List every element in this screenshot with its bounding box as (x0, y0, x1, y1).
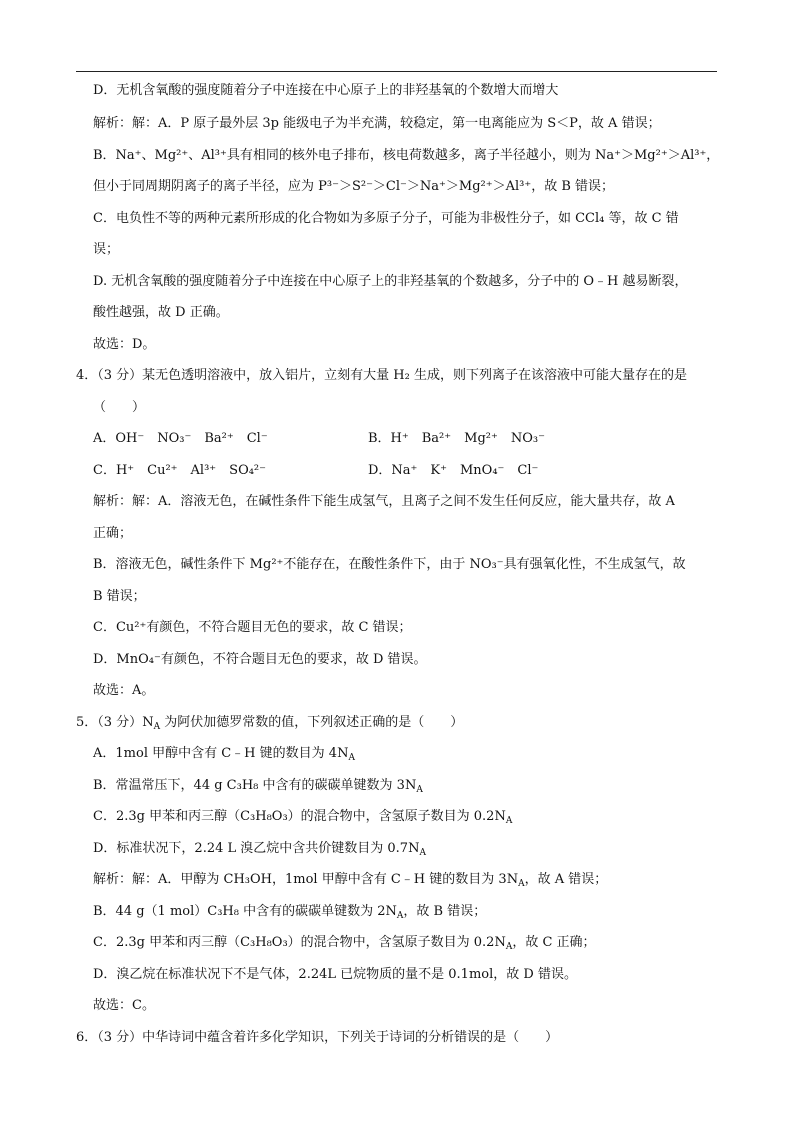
q4-option-c: C．H⁺ Cu²⁺ Al³⁺ SO₄²⁻ (93, 463, 267, 478)
analysis-line: D．MnO₄⁻有颜色，不符合题目无色的要求，故 D 错误。 (93, 652, 427, 667)
analysis-line: 解析：解：A．溶液无色，在碱性条件下能生成氢气，且离子之间不发生任何反应，能大量共存，故 A (93, 494, 675, 509)
analysis-line: 解析：解：A．P 原子最外层 3p 能级电子为半充满，较稳定，第一电离能应为 S＜P，故 A 错误； (93, 116, 661, 131)
question-5: 5．（3 分）$N_A$ 为阿伏加德罗常数的值，下列叙述正确的是（ ） (76, 715, 464, 732)
option-d-q3: D．无机含氧酸的强度随着分子中连接在中心原子上的非羟基氧的个数增大而增大 (93, 83, 559, 98)
question-6: 6．（3 分）中华诗词中蕴含着许多化学知识，下列关于诗词的分析错误的是（ ） (76, 1030, 559, 1045)
analysis-line: 误； (93, 242, 120, 257)
answer-line: 故选：D。 (93, 337, 156, 352)
analysis-line: 正确； (93, 526, 133, 541)
analysis-line: B 错误； (93, 589, 146, 604)
analysis-line: C．Cu²⁺有颜色，不符合题目无色的要求，故 C 错误； (93, 620, 412, 635)
analysis-line: 但小于同周期阴离子的离子半径，应为 P³⁻＞S²⁻＞Cl⁻＞Na⁺＞Mg²⁺＞Al³⁺，故 B 错误； (93, 179, 615, 194)
question-4: 4．（3 分）某无色透明溶液中，放入铝片，立刻有大量 H₂ 生成，则下列离子在该溶液中可能大量存在的是 (76, 368, 687, 383)
header-rule (76, 71, 717, 72)
analysis-line: B．Na⁺、Mg²⁺、Al³⁺具有相同的核外电子排布，核电荷数越多，离子半径越小，则为 Na⁺＞Mg²⁺＞Al³⁺， (93, 148, 720, 163)
analysis-line: 解析：解：A．甲醇为 CH₃OH，1mol 甲醇中含有 C﹣H 键的数目为 $3N_A$，故 A 错误； (93, 872, 608, 889)
q5-option-b: B．常温常压下，44 g C₃H₈ 中含有的碳碳单键数为 $3N_A$ (93, 778, 423, 795)
q4-option-a: A．OH⁻ NO₃⁻ Ba²⁺ Cl⁻ (93, 431, 268, 446)
answer-line: 故选：A。 (93, 683, 155, 698)
analysis-line: B．溶液无色，碱性条件下 Mg²⁺不能存在，在酸性条件下，由于 NO₃⁻具有强氧化性，不生成氢气，故 (93, 557, 686, 572)
analysis-line: C．电负性不等的两种元素所形成的化合物如为多原子分子，可能为非极性分子，如 CCl₄ 等，故 C 错 (93, 211, 679, 226)
analysis-line: D. 无机含氧酸的强度随着分子中连接在中心原子上的非羟基氧的个数越多，分子中的 O﹣H 越易断裂， (93, 274, 688, 289)
q5-option-d: D．标准状况下，2.24 L 溴乙烷中含共价键数目为 $0.7N_A$ (93, 841, 426, 858)
q5-option-c: C．2.3g 甲苯和丙三醇（C₃H₈O₃）的混合物中，含氢原子数目为 $0.2N_A$ (93, 809, 513, 826)
q4-option-b: B．H⁺ Ba²⁺ Mg²⁺ NO₃⁻ (368, 431, 545, 446)
answer-line: 故选：C。 (93, 998, 155, 1013)
analysis-line: B．44 g（1 mol）C₃H₈ 中含有的碳碳单键数为 $2N_A$，故 B 错误； (93, 904, 487, 921)
q4-option-d: D．Na⁺ K⁺ MnO₄⁻ Cl⁻ (368, 463, 539, 478)
q5-option-a: A．1mol 甲醇中含有 C﹣H 键的数目为 $4N_A$ (93, 746, 355, 763)
question-4-bracket: （ ） (93, 400, 146, 415)
analysis-line: D．溴乙烷在标准状况下不是气体，2.24L 已烷物质的量不是 0.1mol，故 D 错误。 (93, 967, 577, 982)
analysis-line: C．2.3g 甲苯和丙三醇（C₃H₈O₃）的混合物中，含氢原子数目为 $0.2N_A$，故 C 正确； (93, 935, 596, 952)
analysis-line: 酸性越强，故 D 正确。 (93, 305, 229, 320)
